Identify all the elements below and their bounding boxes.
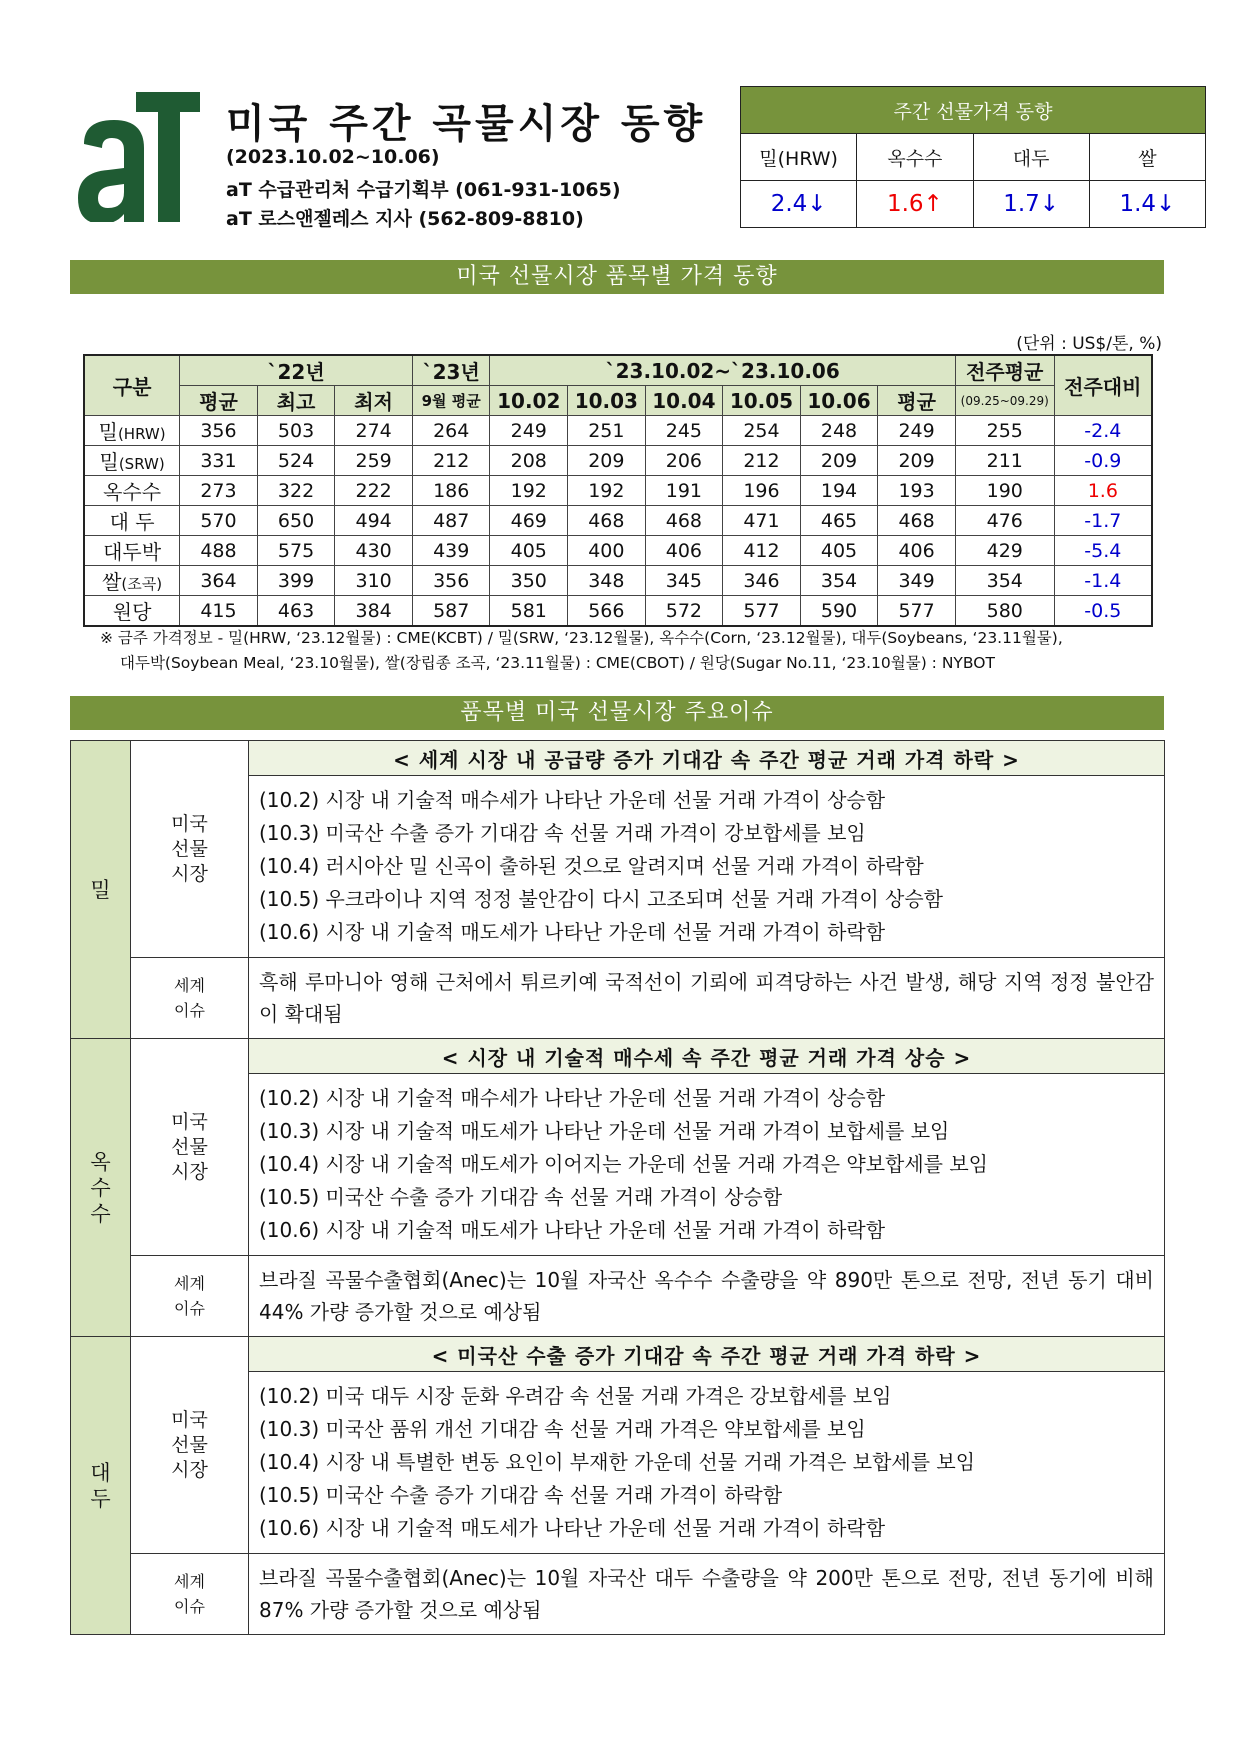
price-cell: 577 <box>878 596 956 627</box>
price-cell: 468 <box>568 506 646 536</box>
summary-value-wheat: 2.4↓ <box>741 181 857 228</box>
price-cell: 345 <box>645 566 723 596</box>
header-sep-avg: 9월 평균 <box>412 386 490 416</box>
price-cell: 465 <box>800 506 878 536</box>
issue-line: (10.3) 미국산 품위 개선 기대감 속 선물 거래 가격은 약보합세를 보임 <box>259 1417 866 1441</box>
change-cell: -1.7 <box>1054 506 1152 536</box>
price-cell: 192 <box>490 476 568 506</box>
issue-line: (10.5) 미국산 수출 증가 기대감 속 선물 거래 가격이 상승함 <box>259 1185 783 1209</box>
table-row <box>84 596 1152 627</box>
price-cell: 209 <box>800 446 878 476</box>
header-item: 구분 <box>84 355 180 416</box>
page-title: 미국 주간 곡물시장 동향 <box>226 101 707 147</box>
price-cell: 524 <box>257 446 335 476</box>
world-issue-text: 흑해 루마니아 영해 근처에서 튀르키예 국적선이 기뢰에 피격당하는 사건 발생, 해당 지역 정정 불안감이 확대됨 <box>249 958 1165 1039</box>
price-cell: 191 <box>645 476 723 506</box>
price-table <box>83 354 1153 627</box>
price-cell: 193 <box>878 476 956 506</box>
price-cell: 212 <box>412 446 490 476</box>
price-cell: 384 <box>335 596 413 627</box>
header-day: 10.02 <box>490 386 568 416</box>
price-cell: 186 <box>412 476 490 506</box>
change-cell: 1.6 <box>1054 476 1152 506</box>
price-cell: 255 <box>955 416 1054 446</box>
price-cell: 209 <box>878 446 956 476</box>
table-row <box>84 416 1152 446</box>
issue-lines <box>249 1074 1165 1256</box>
crop-label-soy: 대 두 <box>71 1337 131 1635</box>
crop-label-corn: 옥 수 수 <box>71 1039 131 1337</box>
world-issue-row <box>71 1554 1165 1635</box>
contact-branch: aT 로스앤젤레스 지사 (562-809-8810) <box>226 208 584 230</box>
price-cell: 346 <box>723 566 801 596</box>
price-cell: 405 <box>490 536 568 566</box>
issue-line: (10.3) 미국산 수출 증가 기대감 속 선물 거래 가격이 강보합세를 보임 <box>259 821 866 845</box>
issue-headline: < 미국산 수출 증가 기대감 속 주간 평균 거래 가격 하락 > <box>249 1337 1165 1372</box>
price-cell: 650 <box>257 506 335 536</box>
price-cell: 476 <box>955 506 1054 536</box>
issue-lines <box>249 776 1165 958</box>
summary-label: 쌀 <box>1089 134 1205 181</box>
price-cell: 254 <box>723 416 801 446</box>
table-row <box>84 566 1152 596</box>
header-prev-range: (09.25~09.29) <box>955 386 1054 416</box>
price-cell: 273 <box>180 476 258 506</box>
row-item-name: 대두박 <box>84 536 180 566</box>
price-cell: 356 <box>412 566 490 596</box>
price-cell: 249 <box>490 416 568 446</box>
issues-section-banner: 품목별 미국 선물시장 주요이슈 <box>70 696 1164 730</box>
market-label: 미국 선물 시장 <box>131 741 249 958</box>
header-day: 10.05 <box>723 386 801 416</box>
market-label: 미국 선물 시장 <box>131 1039 249 1256</box>
price-cell: 192 <box>568 476 646 506</box>
price-cell: 406 <box>645 536 723 566</box>
price-cell: 430 <box>335 536 413 566</box>
price-cell: 577 <box>723 596 801 627</box>
issue-line: (10.4) 시장 내 기술적 매도세가 이어지는 가운데 선물 거래 가격은 약보합세를 보임 <box>259 1152 988 1176</box>
issue-line: (10.4) 러시아산 밀 신곡이 출하된 것으로 알려지며 선물 거래 가격이 하락함 <box>259 854 924 878</box>
header-change: 전주대비 <box>1054 355 1152 416</box>
price-cell: 580 <box>955 596 1054 627</box>
world-label: 세계 이슈 <box>131 1256 249 1337</box>
price-cell: 249 <box>878 416 956 446</box>
issue-line: (10.5) 미국산 수출 증가 기대감 속 선물 거래 가격이 하락함 <box>259 1483 783 1507</box>
row-item-name: 밀(HRW) <box>84 416 180 446</box>
issues-table <box>70 740 1165 1635</box>
price-cell: 196 <box>723 476 801 506</box>
price-cell: 248 <box>800 416 878 446</box>
header-day: 10.03 <box>568 386 646 416</box>
header-avg: 평균 <box>180 386 258 416</box>
price-cell: 331 <box>180 446 258 476</box>
issue-line: (10.3) 시장 내 기술적 매도세가 나타난 가운데 선물 거래 가격이 보합세를 보임 <box>259 1119 950 1143</box>
footnote: 대두박(Soybean Meal, ‘23.10월물), 쌀(장립종 조곡, ‘23.11월물) : CME(CBOT) / 원당(Sugar No.11, ‘23.10월물) : NYBOT <box>120 654 995 672</box>
issue-lines <box>249 1372 1165 1554</box>
header-day: 10.04 <box>645 386 723 416</box>
issue-line: (10.2) 시장 내 기술적 매수세가 나타난 가운데 선물 거래 가격이 상승함 <box>259 788 886 812</box>
price-cell: 494 <box>335 506 413 536</box>
header-week: `23.10.02~`23.10.06 <box>490 355 955 386</box>
world-issue-row <box>71 958 1165 1039</box>
price-cell: 399 <box>257 566 335 596</box>
price-cell: 364 <box>180 566 258 596</box>
footnote: ※ 금주 가격정보 - 밀(HRW, ‘23.12월물) : CME(KCBT) / 밀(SRW, ‘23.12월물), 옥수수(Corn, ‘23.12월물), 대두(Soybeans, ‘23.11월물), <box>100 629 1063 647</box>
price-cell: 310 <box>335 566 413 596</box>
price-cell: 463 <box>257 596 335 627</box>
price-cell: 412 <box>723 536 801 566</box>
row-item-name: 대 두 <box>84 506 180 536</box>
header-max: 최고 <box>257 386 335 416</box>
issue-line: (10.2) 시장 내 기술적 매수세가 나타난 가운데 선물 거래 가격이 상승함 <box>259 1086 886 1110</box>
report-period: (2023.10.02~10.06) <box>226 146 440 168</box>
market-label: 미국 선물 시장 <box>131 1337 249 1554</box>
issue-headline-row <box>71 1337 1165 1372</box>
price-cell: 487 <box>412 506 490 536</box>
price-cell: 274 <box>335 416 413 446</box>
price-cell: 356 <box>180 416 258 446</box>
price-cell: 354 <box>800 566 878 596</box>
price-cell: 190 <box>955 476 1054 506</box>
price-cell: 350 <box>490 566 568 596</box>
price-cell: 212 <box>723 446 801 476</box>
world-issue-text: 브라질 곡물수출협회(Anec)는 10월 자국산 옥수수 수출량을 약 890만 톤으로 전망, 전년 동기 대비 44% 가량 증가할 것으로 예상됨 <box>249 1256 1165 1337</box>
price-cell: 572 <box>645 596 723 627</box>
price-cell: 405 <box>800 536 878 566</box>
price-cell: 209 <box>568 446 646 476</box>
price-cell: 429 <box>955 536 1054 566</box>
price-section-banner: 미국 선물시장 품목별 가격 동향 <box>70 260 1164 294</box>
table-row <box>84 536 1152 566</box>
row-item-name: 밀(SRW) <box>84 446 180 476</box>
table-row <box>84 506 1152 536</box>
issue-line: (10.4) 시장 내 특별한 변동 요인이 부재한 가운데 선물 거래 가격은 보합세를 보임 <box>259 1450 976 1474</box>
change-cell: -5.4 <box>1054 536 1152 566</box>
at-logo <box>78 92 204 222</box>
row-item-name: 쌀(조곡) <box>84 566 180 596</box>
weekly-summary-table <box>740 86 1206 228</box>
issue-headline-row <box>71 741 1165 776</box>
price-cell: 322 <box>257 476 335 506</box>
price-cell: 575 <box>257 536 335 566</box>
price-cell: 400 <box>568 536 646 566</box>
world-issue-row <box>71 1256 1165 1337</box>
world-label: 세계 이슈 <box>131 1554 249 1635</box>
issue-headline: < 세계 시장 내 공급량 증가 기대감 속 주간 평균 거래 가격 하락 > <box>249 741 1165 776</box>
arrow-down-icon: ↓ <box>807 191 827 217</box>
issue-line: (10.6) 시장 내 기술적 매도세가 나타난 가운데 선물 거래 가격이 하락함 <box>259 1516 886 1540</box>
summary-label: 옥수수 <box>857 134 973 181</box>
contact-dept: aT 수급관리처 수급기획부 (061-931-1065) <box>226 179 621 201</box>
unit-label: (단위 : US$/톤, %) <box>1016 334 1162 354</box>
issue-headline: < 시장 내 기술적 매수세 속 주간 평균 거래 가격 상승 > <box>249 1039 1165 1074</box>
header-prev-avg: 전주평균 <box>955 355 1054 386</box>
issue-headline-row <box>71 1039 1165 1074</box>
price-cell: 354 <box>955 566 1054 596</box>
summary-label: 대두 <box>973 134 1089 181</box>
price-cell: 406 <box>878 536 956 566</box>
world-issue-text: 브라질 곡물수출협회(Anec)는 10월 자국산 대두 수출량을 약 200만 톤으로 전망, 전년 동기에 비해 87% 가량 증가할 것으로 예상됨 <box>249 1554 1165 1635</box>
world-label: 세계 이슈 <box>131 958 249 1039</box>
header-week-avg: 평균 <box>878 386 956 416</box>
change-cell: -0.9 <box>1054 446 1152 476</box>
price-cell: 468 <box>645 506 723 536</box>
price-cell: 245 <box>645 416 723 446</box>
table-row <box>84 476 1152 506</box>
header-day: 10.06 <box>800 386 878 416</box>
price-cell: 488 <box>180 536 258 566</box>
arrow-up-icon: ↑ <box>923 191 943 217</box>
row-item-name: 옥수수 <box>84 476 180 506</box>
issue-line: (10.6) 시장 내 기술적 매도세가 나타난 가운데 선물 거래 가격이 하락함 <box>259 1218 886 1242</box>
price-cell: 415 <box>180 596 258 627</box>
summary-value-corn: 1.6↑ <box>857 181 973 228</box>
price-cell: 211 <box>955 446 1054 476</box>
price-cell: 259 <box>335 446 413 476</box>
arrow-down-icon: ↓ <box>1156 191 1176 217</box>
header-2023: `23년 <box>412 355 490 386</box>
price-cell: 471 <box>723 506 801 536</box>
price-cell: 208 <box>490 446 568 476</box>
arrow-down-icon: ↓ <box>1039 191 1060 217</box>
price-cell: 468 <box>878 506 956 536</box>
summary-value-rice: 1.4↓ <box>1089 181 1205 228</box>
summary-caption: 주간 선물가격 동향 <box>741 87 1206 134</box>
price-cell: 469 <box>490 506 568 536</box>
change-cell: -0.5 <box>1054 596 1152 627</box>
header-min: 최저 <box>335 386 413 416</box>
price-cell: 264 <box>412 416 490 446</box>
price-cell: 581 <box>490 596 568 627</box>
table-row <box>84 446 1152 476</box>
change-cell: -1.4 <box>1054 566 1152 596</box>
header-2022: `22년 <box>180 355 413 386</box>
price-cell: 348 <box>568 566 646 596</box>
issue-line: (10.2) 미국 대두 시장 둔화 우려감 속 선물 거래 가격은 강보합세를 보임 <box>259 1384 892 1408</box>
price-cell: 503 <box>257 416 335 446</box>
price-cell: 570 <box>180 506 258 536</box>
price-cell: 251 <box>568 416 646 446</box>
summary-value-soybean: 1.7↓ <box>973 181 1089 228</box>
issue-line: (10.5) 우크라이나 지역 정정 불안감이 다시 고조되며 선물 거래 가격이 상승함 <box>259 887 943 911</box>
summary-label: 밀(HRW) <box>741 134 857 181</box>
price-cell: 222 <box>335 476 413 506</box>
price-cell: 194 <box>800 476 878 506</box>
change-cell: -2.4 <box>1054 416 1152 446</box>
crop-label-wheat: 밀 <box>71 741 131 1039</box>
issue-line: (10.6) 시장 내 기술적 매도세가 나타난 가운데 선물 거래 가격이 하락함 <box>259 920 886 944</box>
price-cell: 587 <box>412 596 490 627</box>
price-cell: 206 <box>645 446 723 476</box>
price-cell: 439 <box>412 536 490 566</box>
price-cell: 349 <box>878 566 956 596</box>
row-item-name: 원당 <box>84 596 180 627</box>
price-cell: 590 <box>800 596 878 627</box>
price-cell: 566 <box>568 596 646 627</box>
